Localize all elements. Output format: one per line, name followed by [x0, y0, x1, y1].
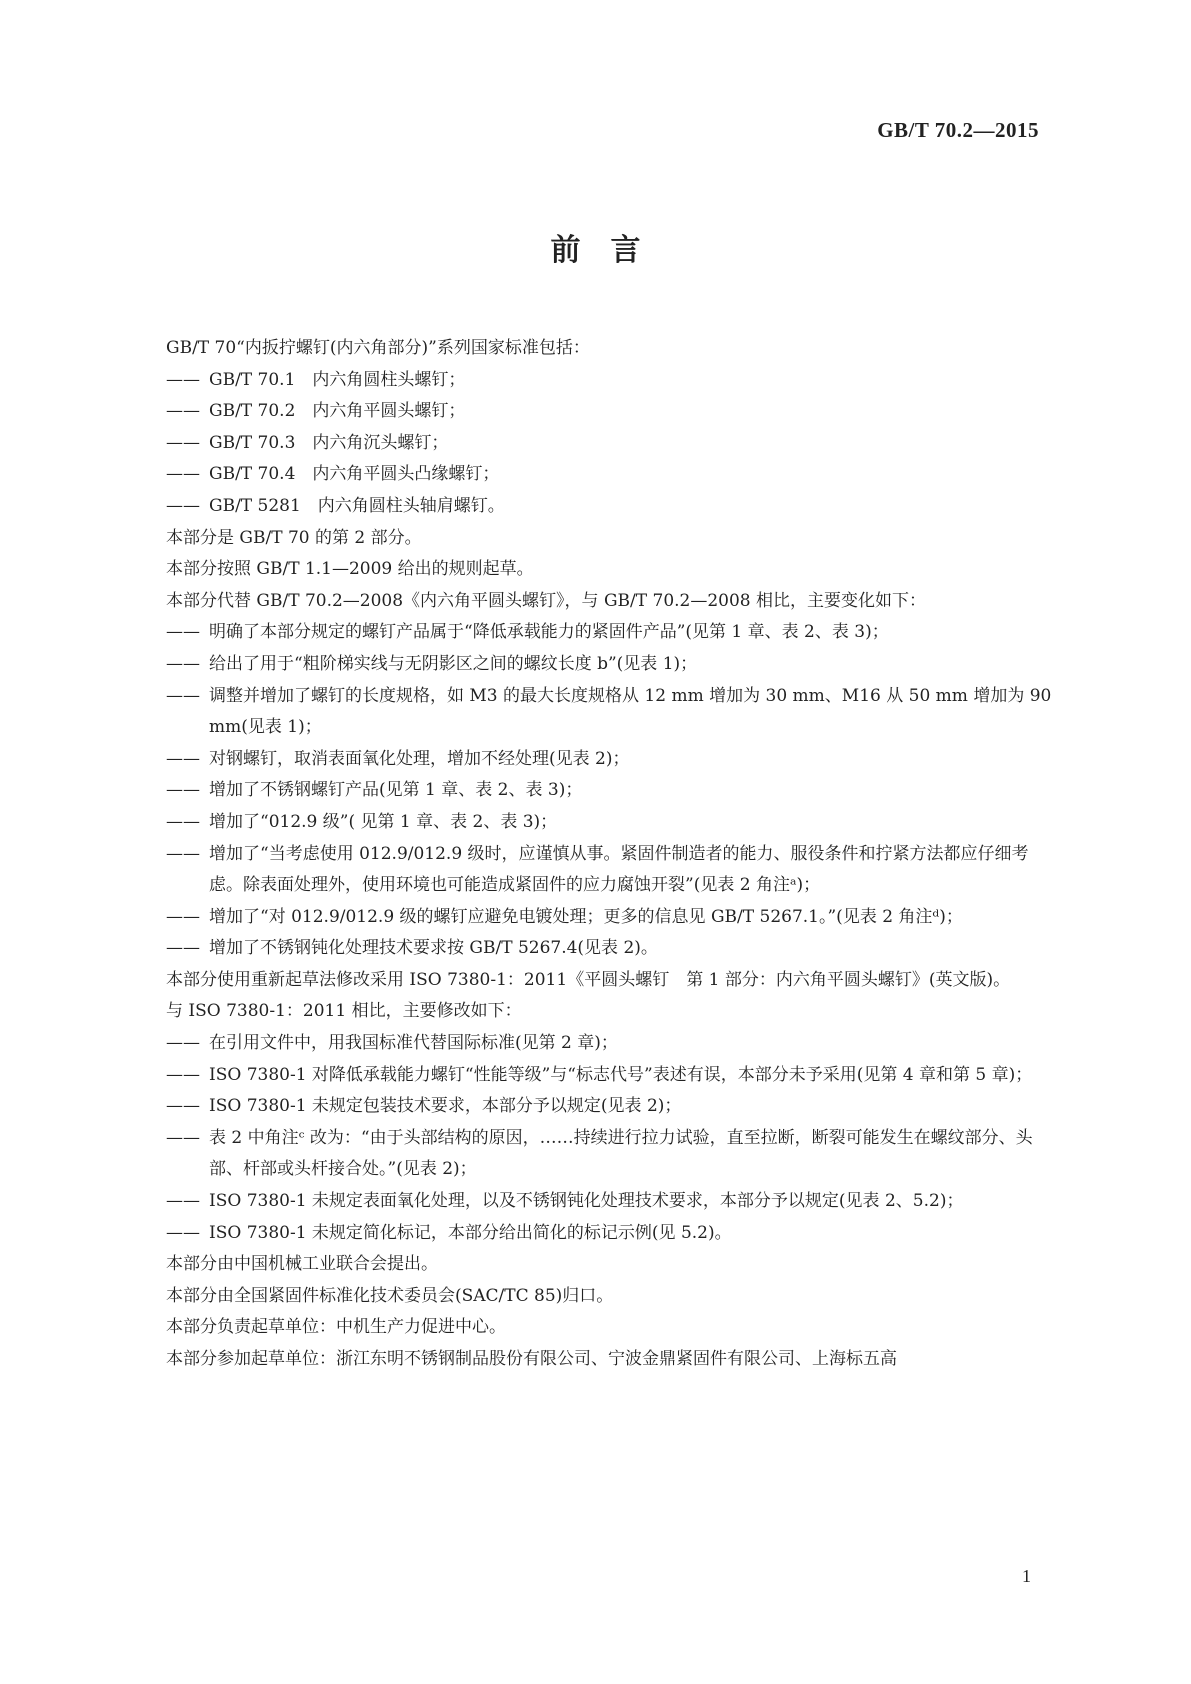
standard-code: GB/T 70.2—2015	[877, 118, 1039, 142]
dash-list-item	[130, 365, 1060, 397]
paragraph-text: 本部分按照 GB/T 1.1—2009 给出的规则起草。	[166, 559, 534, 580]
dash-mark: ——	[166, 1191, 200, 1212]
dash-mark: ——	[166, 1222, 200, 1243]
paragraph-text: 本部分是 GB/T 70 的第 2 部分。	[166, 527, 422, 548]
dash-mark: ——	[166, 780, 200, 801]
dash-list-item	[130, 1060, 1060, 1092]
dash-list-item	[130, 775, 1060, 807]
dash-list-item	[130, 428, 1060, 460]
paragraph	[130, 333, 1060, 365]
paragraph-text: 增加了“当考虑使用 012.9/012.9 级时，应谨慎从事。紧固件制造者的能力、服役条件和拧紧方法都应仔细考虑。除表面处理外，使用环境也可能造成紧固件的应力腐蚀开裂”(见表 2 角注ᵃ)；	[209, 843, 1029, 896]
foreword-body	[130, 333, 1060, 1376]
dash-list-item	[130, 681, 1060, 744]
dash-list-item	[130, 617, 1060, 649]
paragraph-text: GB/T 5281 内六角圆柱头轴肩螺钉。	[209, 495, 505, 516]
paragraph-text: ISO 7380-1 对降低承载能力螺钉“性能等级”与“标志代号”表述有误，本部分未予采用(见第 4 章和第 5 章)；	[209, 1064, 1033, 1085]
paragraph-text: ISO 7380-1 未规定简化标记，本部分给出简化的标记示例(见 5.2)。	[209, 1222, 732, 1243]
dash-mark: ——	[166, 1033, 200, 1054]
paragraph-text: 本部分使用重新起草法修改采用 ISO 7380-1：2011《平圆头螺钉 第 1 部分：内六角平圆头螺钉》(英文版)。	[166, 969, 1011, 990]
paragraph-text: ISO 7380-1 未规定包装技术要求，本部分予以规定(见表 2)；	[209, 1096, 682, 1117]
dash-list-item	[130, 649, 1060, 681]
paragraph-text: 调整并增加了螺钉的长度规格，如 M3 的最大长度规格从 12 mm 增加为 30 mm、M16 从 50 mm 增加为 90 mm(见表 1)；	[209, 685, 1052, 738]
page-title: 前言	[550, 233, 671, 268]
dash-mark: ——	[166, 401, 200, 422]
paragraph	[130, 1249, 1060, 1281]
dash-mark: ——	[166, 495, 200, 516]
paragraph-text: ISO 7380-1 未规定表面氧化处理，以及不锈钢钝化处理技术要求，本部分予以规定(见表 2、5.2)；	[209, 1191, 964, 1212]
paragraph	[130, 1312, 1060, 1344]
dash-list-item	[130, 1186, 1060, 1218]
dash-list-item	[130, 744, 1060, 776]
dash-list-item	[130, 807, 1060, 839]
dash-mark: ——	[166, 1096, 200, 1117]
paragraph	[130, 996, 1060, 1028]
paragraph-text: GB/T 70.1 内六角圆柱头螺钉；	[209, 369, 466, 390]
dash-list-item	[130, 839, 1060, 902]
paragraph	[130, 965, 1060, 997]
paragraph-text: 与 ISO 7380-1：2011 相比，主要修改如下：	[166, 1001, 522, 1022]
paragraph-text: 本部分由全国紧固件标准化技术委员会(SAC/TC 85)归口。	[166, 1285, 614, 1306]
paragraph-text: GB/T 70“内扳拧螺钉(内六角部分)”系列国家标准包括：	[166, 338, 590, 358]
paragraph-text: 增加了不锈钢螺钉产品(见第 1 章、表 2、表 3)；	[209, 780, 583, 801]
dash-mark: ——	[166, 811, 200, 832]
paragraph-text: 增加了不锈钢钝化处理技术要求按 GB/T 5267.4(见表 2)。	[209, 938, 658, 959]
dash-list-item	[130, 459, 1060, 491]
paragraph-text: 对钢螺钉，取消表面氧化处理，增加不经处理(见表 2)；	[209, 748, 630, 769]
dash-mark: ——	[166, 369, 200, 390]
paragraph-text: 明确了本部分规定的螺钉产品属于“降低承载能力的紧固件产品”(见第 1 章、表 2、表 3)；	[209, 622, 889, 643]
dash-mark: ——	[166, 843, 200, 864]
paragraph-text: GB/T 70.2 内六角平圆头螺钉；	[209, 401, 466, 422]
dash-list-item	[130, 1123, 1060, 1186]
dash-mark: ——	[166, 1064, 200, 1085]
dash-mark: ——	[166, 938, 200, 959]
dash-mark: ——	[166, 906, 200, 927]
paragraph	[130, 586, 1060, 618]
dash-mark: ——	[166, 748, 200, 769]
dash-list-item	[130, 1218, 1060, 1250]
paragraph	[130, 1281, 1060, 1313]
dash-mark: ——	[166, 653, 200, 674]
dash-mark: ——	[166, 432, 200, 453]
paragraph	[130, 554, 1060, 586]
dash-mark: ——	[166, 464, 200, 485]
paragraph-text: 本部分参加起草单位：浙江东明不锈钢制品股份有限公司、宁波金鼎紧固件有限公司、上海标五高	[166, 1349, 897, 1369]
dash-mark: ——	[166, 685, 200, 706]
dash-mark: ——	[166, 622, 200, 643]
dash-list-item	[130, 1091, 1060, 1123]
paragraph	[130, 1344, 1060, 1376]
dash-list-item	[130, 1028, 1060, 1060]
paragraph-text: 增加了“012.9 级”( 见第 1 章、表 2、表 3)；	[209, 811, 558, 832]
paragraph-text: 本部分代替 GB/T 70.2—2008《内六角平圆头螺钉》，与 GB/T 70.2—2008 相比，主要变化如下：	[166, 590, 927, 611]
paragraph-text: 表 2 中角注ᶜ 改为：“由于头部结构的原因，……持续进行拉力试验，直至拉断，断裂可能发生在螺纹部分、头部、杆部或头杆接合处。”(见表 2)；	[209, 1127, 1033, 1180]
paragraph-text: 在引用文件中，用我国标准代替国际标准(见第 2 章)；	[209, 1033, 618, 1054]
paragraph-text: 给出了用于“粗阶梯实线与无阴影区之间的螺纹长度 b”(见表 1)；	[209, 653, 698, 674]
paragraph-text: 本部分负责起草单位：中机生产力促进中心。	[166, 1317, 506, 1338]
page-number: 1	[1022, 1566, 1031, 1586]
paragraph-text: 增加了“对 012.9/012.9 级的螺钉应避免电镀处理；更多的信息见 GB/T 5267.1。”(见表 2 角注ᵈ)；	[209, 906, 963, 927]
paragraph-text: 本部分由中国机械工业联合会提出。	[166, 1254, 438, 1275]
paragraph-text: GB/T 70.3 内六角沉头螺钉；	[209, 432, 449, 453]
dash-list-item	[130, 933, 1060, 965]
paragraph-text: GB/T 70.4 内六角平圆头凸缘螺钉；	[209, 464, 500, 485]
dash-list-item	[130, 902, 1060, 934]
paragraph	[130, 523, 1060, 555]
dash-mark: ——	[166, 1127, 200, 1148]
dash-list-item	[130, 491, 1060, 523]
dash-list-item	[130, 396, 1060, 428]
